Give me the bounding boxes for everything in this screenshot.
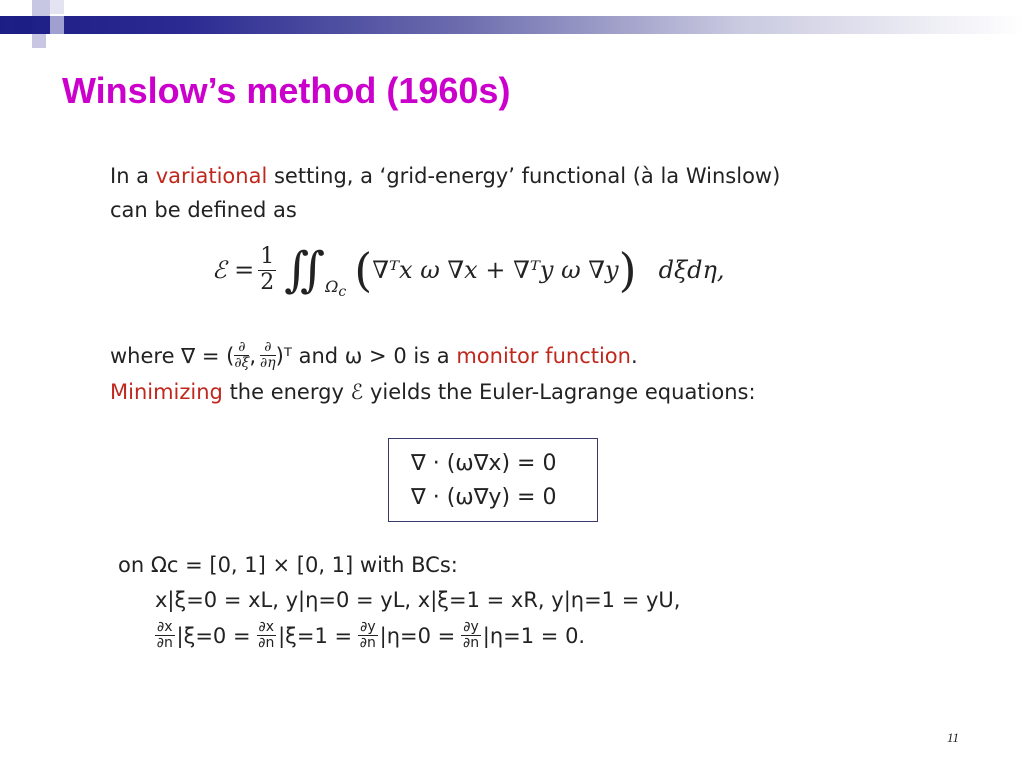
left-paren: (: [354, 243, 373, 297]
energy-integrand: ∇ᵀx ω ∇x + ∇ᵀy ω ∇y: [372, 256, 619, 284]
fraction-numerator: 1: [260, 244, 275, 270]
frac-den: ∂n: [258, 635, 275, 652]
frac-den: ∂n: [462, 635, 480, 652]
right-paren: ): [618, 243, 637, 297]
dy-dn-fraction: [461, 620, 481, 652]
header-square-decoration: [32, 0, 50, 16]
comma: ,: [249, 343, 256, 368]
dx-dn-fraction: [155, 620, 175, 652]
partial-eta-fraction: [260, 340, 276, 372]
domain-line: on Ωc = [0, 1] × [0, 1] with BCs:: [118, 553, 458, 577]
partial-numerator: ∂: [260, 340, 276, 356]
energy-functional-equation: [212, 242, 725, 298]
frac-num: ∂x: [258, 619, 275, 635]
frac-den: ∂n: [359, 635, 376, 652]
fraction-denominator: 2: [260, 269, 275, 295]
minimizing-text: the energy ℰ yields the Euler-Lagrange equations:: [222, 380, 756, 404]
page-number: 11: [947, 730, 960, 745]
frac-num: ∂y: [360, 619, 376, 635]
intro-line-1: [110, 164, 780, 188]
variational-highlight: variational: [155, 164, 268, 188]
dy-dn-fraction: [358, 620, 378, 652]
frac-num: ∂y: [463, 619, 479, 635]
header-square-decoration: [14, 16, 32, 34]
header-square-decoration: [50, 16, 64, 34]
neumann-bcs-line: [155, 620, 585, 652]
dirichlet-bcs-line: x|ξ=0 = xL, y|η=0 = yL, x|ξ=1 = xR, y|η=1 = yU,: [155, 588, 681, 612]
partial-denominator: ∂η: [260, 355, 276, 372]
half-fraction: [258, 245, 276, 294]
where-text: where ∇ = (: [110, 343, 235, 368]
dx-dn-fraction: [257, 620, 277, 652]
energy-lhs: ℰ =: [212, 256, 255, 284]
euler-lagrange-equation-y: ∇ · (ω∇y) = 0: [411, 485, 557, 510]
integration-measure: dξdη,: [658, 256, 725, 284]
minimizing-line: [110, 380, 756, 404]
domain-symbol: Ω: [325, 276, 339, 296]
integration-domain: [325, 277, 346, 300]
bc-condition: |η=1 = 0.: [482, 623, 586, 648]
header-square-decoration: [50, 0, 64, 14]
period: .: [630, 343, 638, 368]
intro-line-2: can be defined as: [110, 198, 297, 222]
header-square-decoration: [32, 34, 46, 48]
frac-num: ∂x: [157, 619, 173, 635]
frac-den: ∂n: [156, 635, 173, 652]
bc-condition: |ξ=0 =: [176, 623, 251, 648]
omega-condition-text: and ω > 0 is a: [291, 343, 457, 368]
bc-condition: |η=0 =: [379, 623, 456, 648]
monitor-function-highlight: monitor function: [456, 343, 631, 368]
bc-condition: |ξ=1 =: [278, 623, 353, 648]
partial-numerator: ∂: [234, 340, 249, 356]
minimizing-highlight: Minimizing: [110, 380, 223, 404]
transpose-close: )ᵀ: [275, 343, 292, 368]
double-integral-sign: ∬: [284, 242, 326, 298]
partial-denominator: ∂ξ: [234, 355, 250, 372]
header-gradient-band: [0, 16, 1024, 34]
gradient-definition-line: [110, 340, 638, 372]
euler-lagrange-equation-x: ∇ · (ω∇x) = 0: [411, 451, 557, 476]
domain-subscript: c: [338, 284, 347, 300]
intro-text: In a: [110, 164, 156, 188]
slide-title: Winslow’s method (1960s): [62, 70, 511, 111]
intro-text: setting, a ‘grid-energy’ functional (à la Winslow): [267, 164, 781, 188]
euler-lagrange-box: [388, 438, 598, 522]
partial-xi-fraction: [234, 340, 249, 372]
